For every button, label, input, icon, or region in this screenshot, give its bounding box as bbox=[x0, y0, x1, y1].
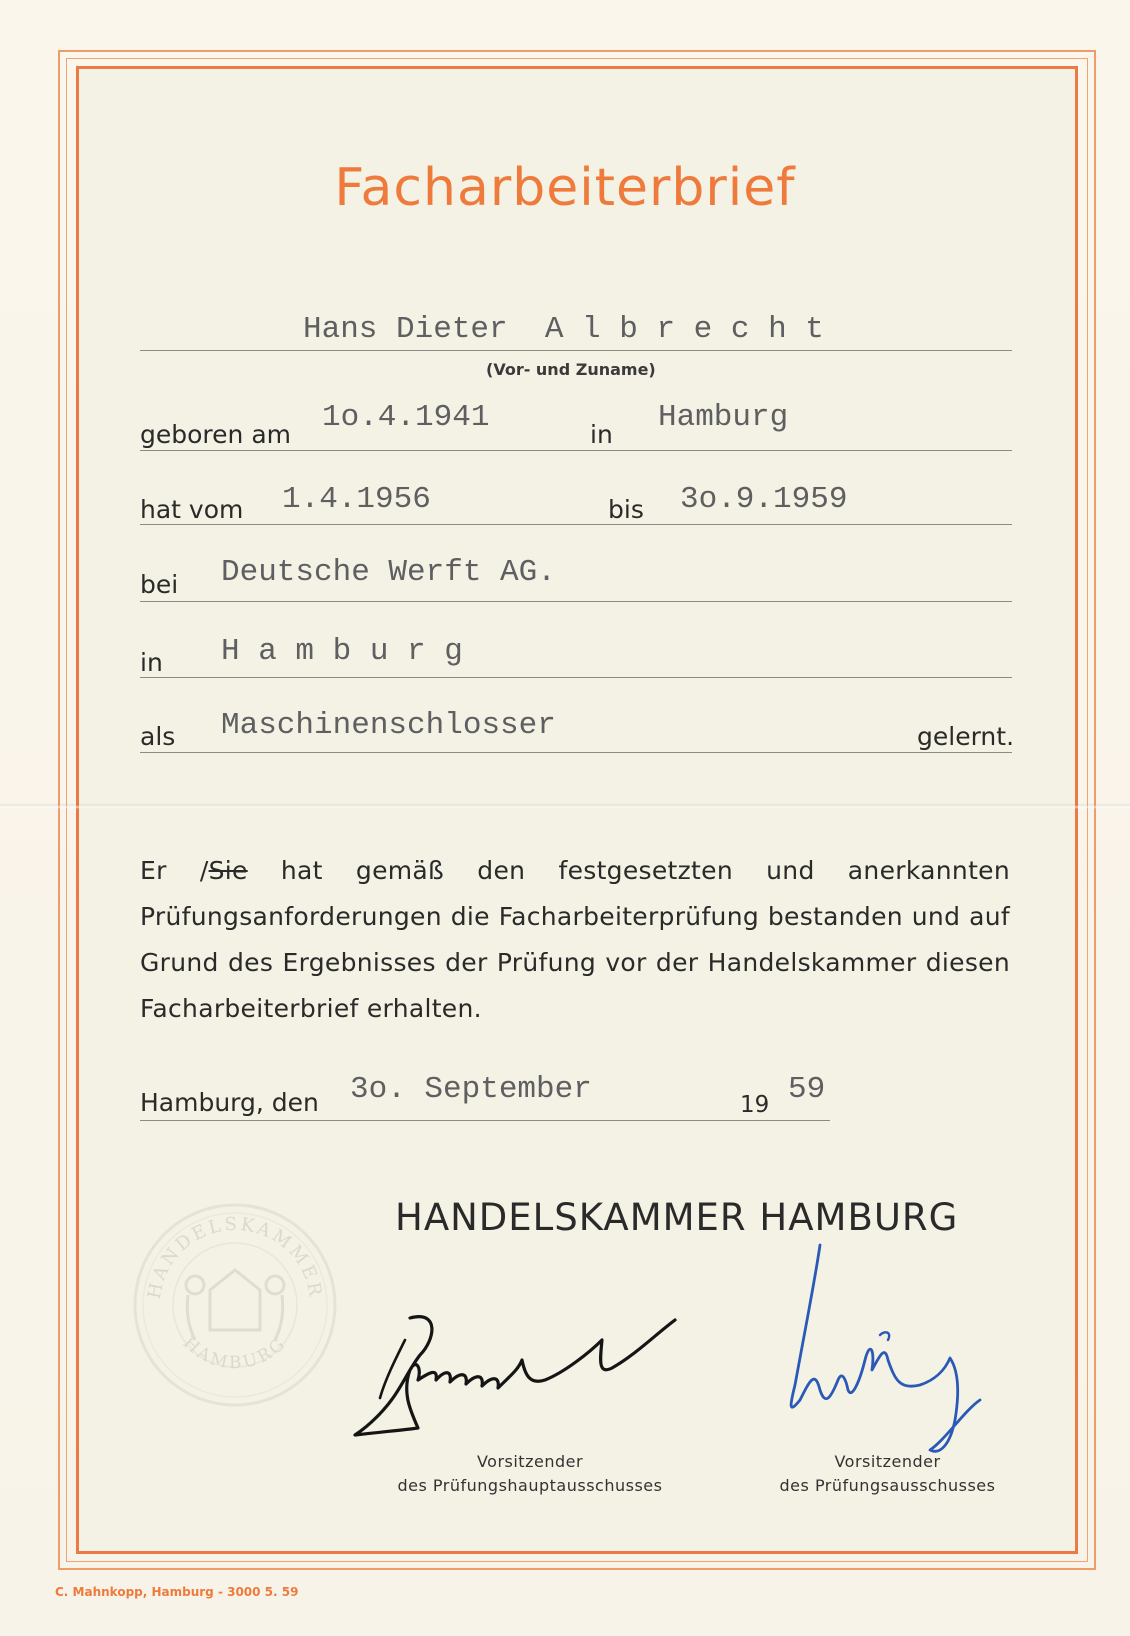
born-label: geboren am bbox=[140, 420, 291, 449]
from-label: hat vom bbox=[140, 495, 244, 524]
left-signature bbox=[350, 1300, 690, 1445]
right-signer-role-line-2: des Prüfungsausschusses bbox=[779, 1476, 996, 1495]
period-line bbox=[140, 524, 1012, 525]
issuer-name: HANDELSKAMMER HAMBURG bbox=[395, 1196, 959, 1239]
birth-date: 1o.4.1941 bbox=[322, 400, 490, 435]
century-label: 19 bbox=[740, 1092, 770, 1118]
issue-date: 3o. September bbox=[350, 1072, 592, 1107]
to-label: bis bbox=[608, 495, 644, 524]
seal-text-top: HANDELSKAMMER bbox=[143, 1213, 327, 1301]
embossed-seal bbox=[130, 1200, 340, 1410]
statement-prefix: Er / bbox=[140, 856, 209, 885]
printer-imprint: C. Mahnkopp, Hamburg - 3000 5. 59 bbox=[55, 1585, 299, 1599]
city-line bbox=[140, 677, 1012, 678]
from-date: 1.4.1956 bbox=[282, 482, 431, 517]
paper-fold bbox=[0, 803, 1130, 809]
city-name: H a m b u r g bbox=[221, 634, 463, 669]
seal-text-bottom: HAMBURG bbox=[179, 1333, 291, 1374]
right-signer-role bbox=[760, 1450, 1015, 1498]
name-line bbox=[140, 350, 1012, 351]
name-caption: (Vor- und Zuname) bbox=[486, 360, 656, 379]
trade-name: Maschinenschlosser bbox=[221, 708, 556, 743]
to-date: 3o.9.1959 bbox=[680, 482, 848, 517]
right-signer-role-line-1: Vorsitzender bbox=[834, 1452, 941, 1471]
statement-struck-pronoun: Sie bbox=[208, 856, 248, 885]
seal-castle-icon bbox=[210, 1270, 260, 1330]
holder-name: Hans Dieter A l b r e c h t bbox=[303, 312, 824, 347]
date-line bbox=[140, 1120, 830, 1121]
employer-line bbox=[140, 601, 1012, 602]
place-date-label: Hamburg, den bbox=[140, 1088, 319, 1117]
right-signature bbox=[770, 1240, 1020, 1470]
city-label: in bbox=[140, 648, 163, 677]
birth-place-label: in bbox=[590, 420, 613, 449]
left-signer-role-line-1: Vorsitzender bbox=[476, 1452, 584, 1471]
trade-line bbox=[140, 752, 1012, 753]
statement-text: hat gemäß den festgesetzten und anerkannten Prüfungsanforderungen die Facharbeiterprüfung bestanden und auf Grund des Ergebnisses der Prüfung vor der Handelskammer diesen Facharbeiterbrief erhalten. bbox=[140, 856, 1011, 1023]
birth-place: Hamburg bbox=[658, 400, 789, 435]
statement-paragraph bbox=[140, 848, 1010, 1032]
year-suffix: 59 bbox=[788, 1072, 826, 1107]
learned-label: gelernt. bbox=[917, 722, 1015, 751]
employer-name: Deutsche Werft AG. bbox=[221, 555, 556, 590]
as-label: als bbox=[140, 722, 176, 751]
certificate-title: Facharbeiterbrief bbox=[334, 158, 796, 218]
left-signer-role bbox=[370, 1450, 690, 1498]
birth-line bbox=[140, 450, 1012, 451]
employer-label: bei bbox=[140, 570, 179, 599]
left-signer-role-line-2: des Prüfungshauptausschusses bbox=[397, 1476, 663, 1495]
